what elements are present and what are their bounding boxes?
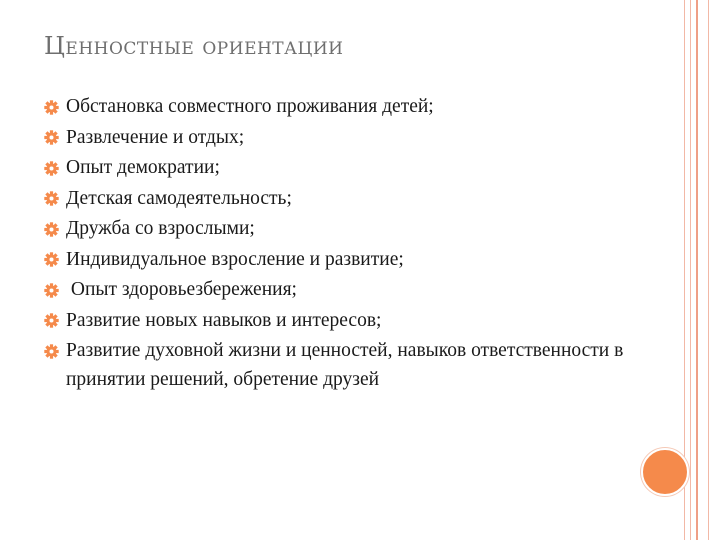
gear-icon — [44, 184, 66, 215]
gear-icon — [44, 306, 66, 337]
list-item — [44, 153, 644, 184]
list-item-text: Опыт здоровьезбережения; — [66, 279, 297, 300]
list-item-text: Дружба со взрослыми; — [66, 218, 255, 239]
gear-icon — [44, 214, 66, 245]
list-item — [44, 245, 644, 276]
gear-icon — [44, 92, 66, 123]
decorative-line — [690, 0, 691, 540]
list-item-text: Развитие новых навыков и интересов; — [66, 309, 382, 331]
list-item-text: Развитие духовной жизни и ценностей, навыков ответственности в принятии решений, обретение друзей — [66, 340, 624, 390]
decorative-circle — [641, 448, 689, 496]
list-item — [44, 336, 644, 394]
list-item — [44, 306, 644, 337]
bullet-list — [44, 92, 644, 394]
gear-icon — [44, 275, 66, 306]
decorative-line — [696, 0, 698, 540]
gear-icon — [44, 336, 66, 367]
gear-icon — [44, 123, 66, 154]
list-item — [44, 92, 644, 123]
list-item — [44, 214, 644, 245]
list-item-text: Обстановка совместного проживания детей; — [66, 96, 434, 117]
slide-title: Ценностные ориентации — [44, 32, 344, 60]
list-item — [44, 123, 644, 154]
list-item — [44, 184, 644, 215]
list-item-text: Опыт демократии; — [66, 157, 220, 178]
list-item-text: Индивидуальное взросление и развитие; — [66, 248, 404, 270]
gear-icon — [44, 245, 66, 276]
decorative-line — [708, 0, 709, 540]
list-item — [44, 275, 644, 306]
list-item-text: Детская самодеятельность; — [66, 187, 292, 209]
gear-icon — [44, 153, 66, 184]
list-item-text: Развлечение и отдых; — [66, 126, 245, 148]
